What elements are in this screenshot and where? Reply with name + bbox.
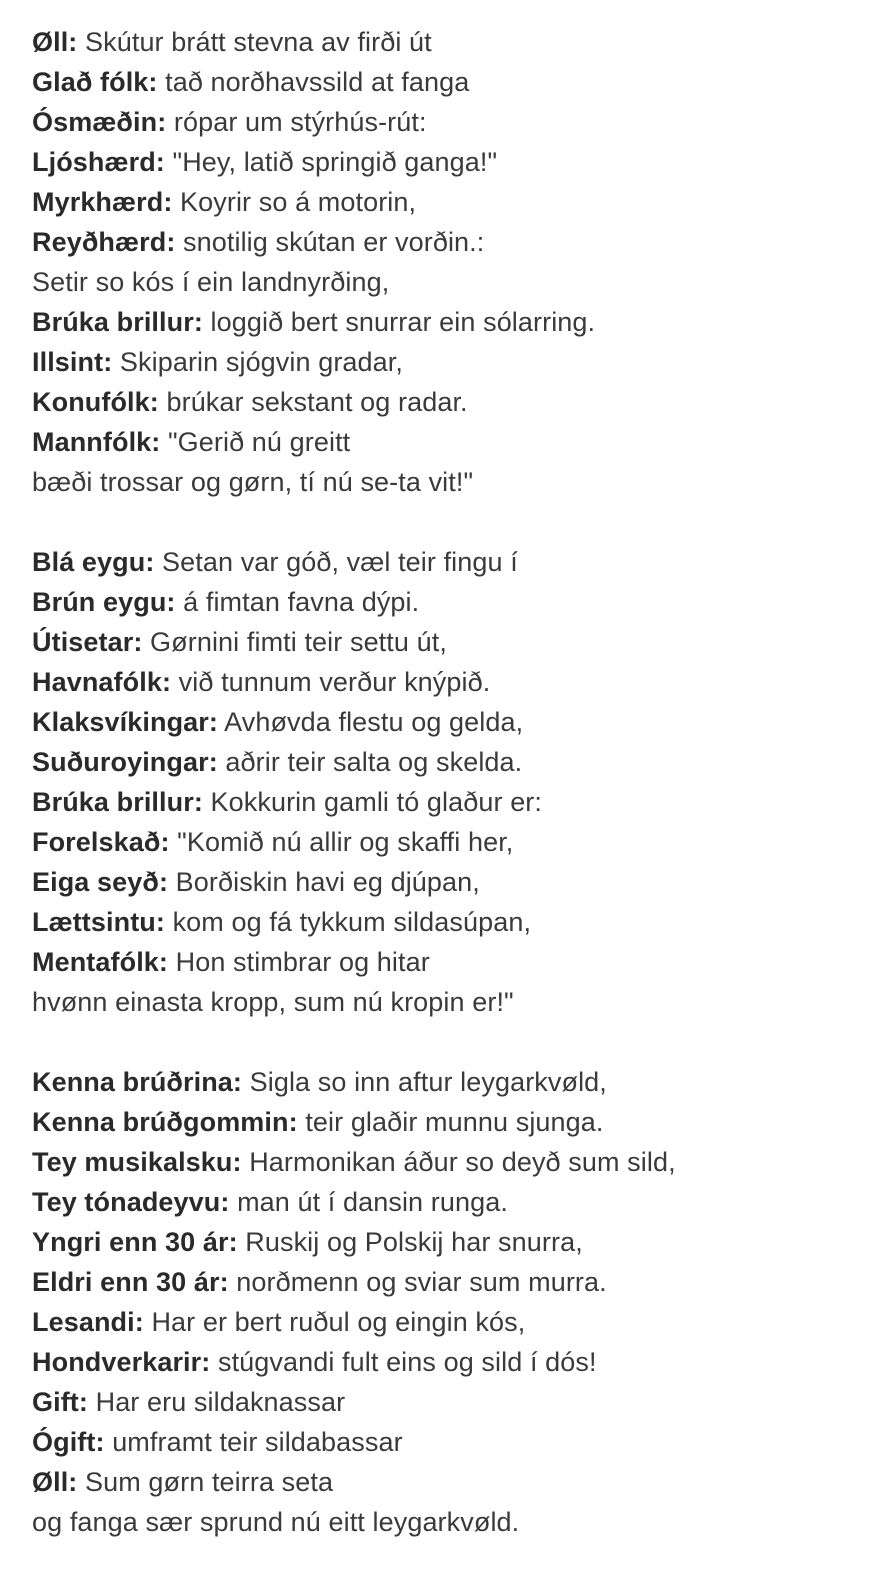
line-text: Skútur brátt stevna av firði út [85, 27, 432, 57]
poem-line [32, 1062, 880, 1102]
line-text: og fanga sær sprund nú eitt leygarkvøld. [32, 1507, 520, 1537]
speaker-label: Ógift: [32, 1427, 105, 1457]
poem-line [32, 342, 880, 382]
line-text: Setan var góð, væl teir fingu í [162, 547, 518, 577]
poem-line [32, 382, 880, 422]
poem-line [32, 1382, 880, 1422]
poem-line [32, 622, 880, 662]
speaker-label: Eiga seyð: [32, 867, 169, 897]
line-text: Hon stimbrar og hitar [175, 947, 430, 977]
poem-line [32, 422, 880, 462]
line-text: rópar um stýrhús-rút: [173, 107, 427, 137]
line-text: "Gerið nú greitt [168, 427, 351, 457]
poem-line [32, 1342, 880, 1382]
poem-line [32, 822, 880, 862]
line-text: norðmenn og sviar sum murra. [236, 1267, 607, 1297]
speaker-label: Tey tónadeyvu: [32, 1187, 230, 1217]
poem-line [32, 742, 880, 782]
poem-line [32, 1142, 880, 1182]
line-text: Kokkurin gamli tó glaður er: [210, 787, 543, 817]
line-text: Sigla so inn aftur leygarkvøld, [249, 1067, 607, 1097]
line-text: stúgvandi fult eins og sild í dós! [217, 1347, 597, 1377]
speaker-label: Eldri enn 30 ár: [32, 1267, 229, 1297]
speaker-label: Glað fólk: [32, 67, 158, 97]
speaker-label: Blá eygu: [32, 547, 155, 577]
speaker-label: Mannfólk: [32, 427, 161, 457]
speaker-label: Brúka brillur: [32, 307, 203, 337]
poem-line [32, 1222, 880, 1262]
poem-line [32, 462, 880, 502]
speaker-label: Brún eygu: [32, 587, 176, 617]
poem-line [32, 62, 880, 102]
speaker-label: Ósmæðin: [32, 107, 167, 137]
speaker-label: Reyðhærd: [32, 227, 176, 257]
line-text: Ruskij og Polskij har snurra, [245, 1227, 583, 1257]
line-text: Setir so kós í ein landnyrðing, [32, 267, 390, 297]
poem-line [32, 262, 880, 302]
speaker-label: Klaksvíkingar: [32, 707, 218, 737]
poem-line [32, 1422, 880, 1462]
line-text: "Komið nú allir og skaffi her, [177, 827, 514, 857]
poem-line [32, 862, 880, 902]
speaker-label: Kenna brúðgommin: [32, 1107, 298, 1137]
speaker-label: Øll: [32, 1467, 78, 1497]
poem-line [32, 102, 880, 142]
line-text: "Hey, latið springið ganga!" [172, 147, 498, 177]
line-text: við tunnum verður knýpið. [178, 667, 491, 697]
poem-line [32, 902, 880, 942]
line-text: Harmonikan áður so deyð sum sild, [249, 1147, 676, 1177]
stanza [32, 1062, 880, 1542]
line-text: Har er bert ruðul og eingin kós, [151, 1307, 526, 1337]
line-text: brúkar sekstant og radar. [166, 387, 468, 417]
poem-line [32, 142, 880, 182]
speaker-label: Konufólk: [32, 387, 159, 417]
poem-line [32, 582, 880, 622]
speaker-label: Brúka brillur: [32, 787, 203, 817]
poem-line [32, 702, 880, 742]
speaker-label: Útisetar: [32, 627, 143, 657]
line-text: hvønn einasta kropp, sum nú kropin er!" [32, 987, 514, 1017]
poem-line [32, 662, 880, 702]
poem-line [32, 782, 880, 822]
speaker-label: Tey musikalsku: [32, 1147, 242, 1177]
line-text: Sum gørn teirra seta [85, 1467, 334, 1497]
line-text: snotilig skútan er vorðin.: [183, 227, 485, 257]
speaker-label: Lættsintu: [32, 907, 165, 937]
poem-line [32, 1502, 880, 1542]
poem-line [32, 1302, 880, 1342]
speaker-label: Hondverkarir: [32, 1347, 211, 1377]
line-text: teir glaðir munnu sjunga. [305, 1107, 604, 1137]
poem-line [32, 942, 880, 982]
poem-line [32, 182, 880, 222]
speaker-label: Myrkhærd: [32, 187, 173, 217]
speaker-label: Illsint: [32, 347, 113, 377]
line-text: Gørnini fimti teir settu út, [150, 627, 447, 657]
line-text: loggið bert snurrar ein sólarring. [210, 307, 596, 337]
poem-line [32, 982, 880, 1022]
poem-line [32, 1182, 880, 1222]
speaker-label: Ljóshærd: [32, 147, 165, 177]
poem-line [32, 542, 880, 582]
speaker-label: Forelskað: [32, 827, 170, 857]
speaker-label: Gift: [32, 1387, 88, 1417]
stanza [32, 22, 880, 502]
poem-line [32, 1462, 880, 1502]
speaker-label: Yngri enn 30 ár: [32, 1227, 238, 1257]
line-text: Har eru sildaknassar [95, 1387, 346, 1417]
line-text: umframt teir sildabassar [112, 1427, 403, 1457]
speaker-label: Havnafólk: [32, 667, 172, 697]
speaker-label: Suðuroyingar: [32, 747, 218, 777]
line-text: bæði trossar og gørn, tí nú se-ta vit!" [32, 467, 474, 497]
line-text: kom og fá tykkum sildasúpan, [172, 907, 532, 937]
poem-line [32, 1262, 880, 1302]
line-text: aðrir teir salta og skelda. [225, 747, 523, 777]
speaker-label: Mentafólk: [32, 947, 168, 977]
line-text: Koyrir so á motorin, [180, 187, 417, 217]
speaker-label: Øll: [32, 27, 78, 57]
stanza [32, 542, 880, 1022]
line-text: Avhøvda flestu og gelda, [224, 707, 524, 737]
line-text: Skiparin sjógvin gradar, [119, 347, 403, 377]
line-text: á fimtan favna dýpi. [183, 587, 420, 617]
line-text: man út í dansin runga. [237, 1187, 508, 1217]
poem-line [32, 22, 880, 62]
line-text: tað norðhavssild at fanga [165, 67, 470, 97]
poem-line [32, 302, 880, 342]
line-text: Borðiskin havi eg djúpan, [175, 867, 480, 897]
speaker-label: Kenna brúðrina: [32, 1067, 243, 1097]
poem-line [32, 1102, 880, 1142]
poem-line [32, 222, 880, 262]
speaker-label: Lesandi: [32, 1307, 144, 1337]
